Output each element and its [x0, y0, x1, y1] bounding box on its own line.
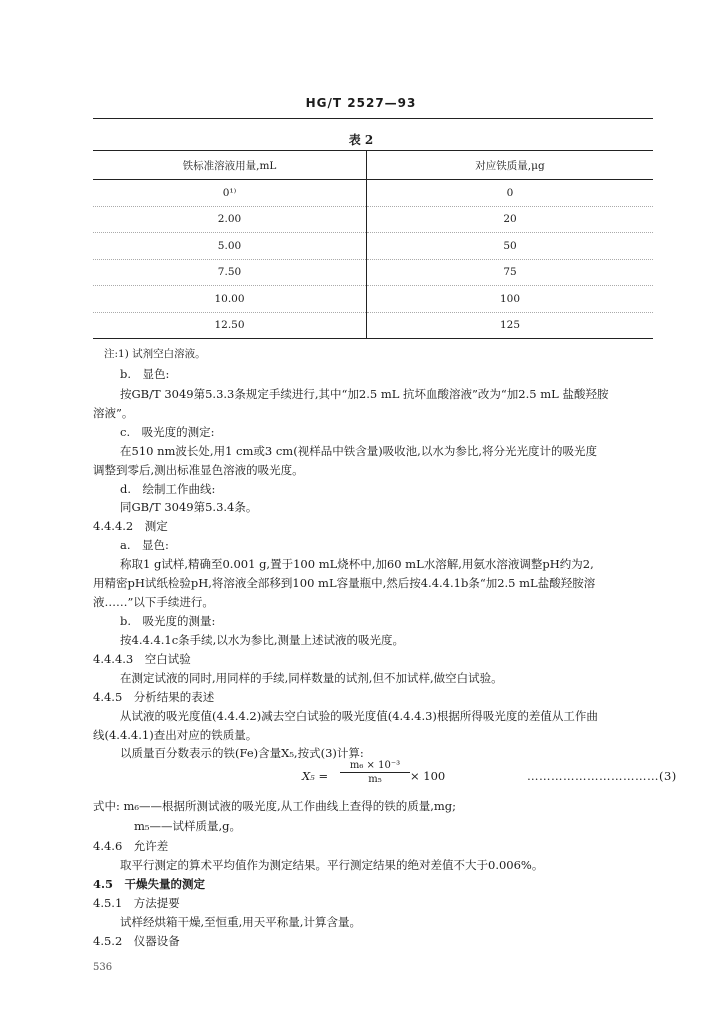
cell-volume: 5.00 — [93, 233, 367, 260]
formula-fraction — [340, 760, 410, 785]
section-heading-4442: 4.4.4.2 测定 — [93, 519, 168, 533]
page-header: HG/T 2527—93 — [305, 96, 417, 110]
body-text: 液……”以下手续进行。 — [93, 595, 214, 609]
section-heading-446: 4.4.6 允许差 — [93, 839, 169, 853]
step-c-heading: c. 吸光度的测定: — [120, 425, 215, 439]
body-text: 称取1 g试样,精确至0.001 g,置于100 mL烧杯中,加60 mL水溶解,用氨水溶液调整pH约为2, — [120, 557, 594, 571]
iron-standard-table — [93, 150, 653, 339]
table-header-row — [93, 151, 653, 180]
col-header-mass: 对应铁质量,μg — [367, 151, 654, 180]
body-text: 线(4.4.4.1)查出对应的铁质量。 — [93, 728, 258, 742]
col-header-volume: 铁标准溶液用量,mL — [93, 151, 367, 180]
step-a-heading: a. 显色: — [120, 538, 169, 552]
formula-denominator: m₅ — [340, 772, 410, 785]
page-number: 536 — [93, 962, 113, 973]
section-heading-45: 4.5 干燥失量的测定 — [93, 877, 206, 891]
body-text: 同GB/T 3049第5.3.4条。 — [120, 500, 258, 514]
body-text: 按GB/T 3049第5.3.3条规定手续进行,其中“加2.5 mL 抗坏血酸溶液”改为“加2.5 mL 盐酸羟胺 — [120, 387, 609, 401]
table-row — [93, 286, 653, 313]
step-d-heading: d. 绘制工作曲线: — [120, 482, 216, 496]
cell-volume: 12.50 — [93, 312, 367, 339]
cell-volume: 2.00 — [93, 206, 367, 233]
cell-volume: 10.00 — [93, 286, 367, 313]
step-b-heading: b. 显色: — [120, 367, 170, 381]
cell-volume: 7.50 — [93, 259, 367, 286]
body-text: 调整到零后,测出标准显色溶液的吸光度。 — [93, 463, 304, 477]
table-row — [93, 259, 653, 286]
body-text: 溶液”。 — [93, 406, 134, 420]
table-row — [93, 180, 653, 207]
body-text: 从试液的吸光度值(4.4.4.2)减去空白试验的吸光度值(4.4.4.3)根据所得吸光度的差值从工作曲 — [120, 709, 598, 723]
cell-mass: 20 — [367, 206, 654, 233]
table-row — [93, 233, 653, 260]
section-heading-4443: 4.4.4.3 空白试验 — [93, 652, 191, 666]
section-heading-452: 4.5.2 仪器设备 — [93, 934, 180, 948]
table-footnote: 注:1) 试剂空白溶液。 — [104, 348, 206, 360]
section-heading-445: 4.4.5 分析结果的表述 — [93, 690, 215, 704]
formula-number: ……………………………(3) — [527, 769, 677, 783]
formula-lhs: X₅ = — [302, 769, 329, 783]
cell-mass: 75 — [367, 259, 654, 286]
section-heading-451: 4.5.1 方法提要 — [93, 896, 180, 910]
cell-mass: 50 — [367, 233, 654, 260]
step-b2-heading: b. 吸光度的测量: — [120, 614, 216, 628]
body-text: 在测定试液的同时,用同样的手续,同样数量的试剂,但不加试样,做空白试验。 — [120, 671, 503, 685]
cell-mass: 125 — [367, 312, 654, 339]
symbol-definition: 式中: m₆——根据所测试液的吸光度,从工作曲线上查得的铁的质量,mg; — [93, 799, 456, 813]
cell-volume: 0¹⁾ — [93, 180, 367, 207]
body-text: 用精密pH试纸检验pH,将溶液全部移到100 mL容量瓶中,然后按4.4.4.1b条“加2.5 mL盐酸羟胺溶 — [93, 576, 596, 590]
table-row — [93, 312, 653, 339]
cell-mass: 100 — [367, 286, 654, 313]
body-text: 取平行测定的算术平均值作为测定结果。平行测定结果的绝对差值不大于0.006%。 — [120, 858, 544, 872]
header-rule — [93, 118, 653, 119]
body-text: 在510 nm波长处,用1 cm或3 cm(视样品中铁含量)吸收池,以水为参比,将分光光度计的吸光度 — [120, 444, 597, 458]
table-caption: 表 2 — [348, 133, 374, 147]
table-row — [93, 206, 653, 233]
formula-numerator: m₆ × 10⁻³ — [349, 760, 401, 771]
symbol-definition: m₅——试样质量,g。 — [134, 819, 242, 833]
body-text: 以质量百分数表示的铁(Fe)含量X₅,按式(3)计算: — [120, 746, 364, 760]
body-text: 试样经烘箱干燥,至恒重,用天平称量,计算含量。 — [120, 915, 361, 929]
body-text: 按4.4.4.1c条手续,以水为参比,测量上述试液的吸光度。 — [120, 633, 404, 647]
formula-rhs: × 100 — [410, 769, 446, 783]
cell-mass: 0 — [367, 180, 654, 207]
